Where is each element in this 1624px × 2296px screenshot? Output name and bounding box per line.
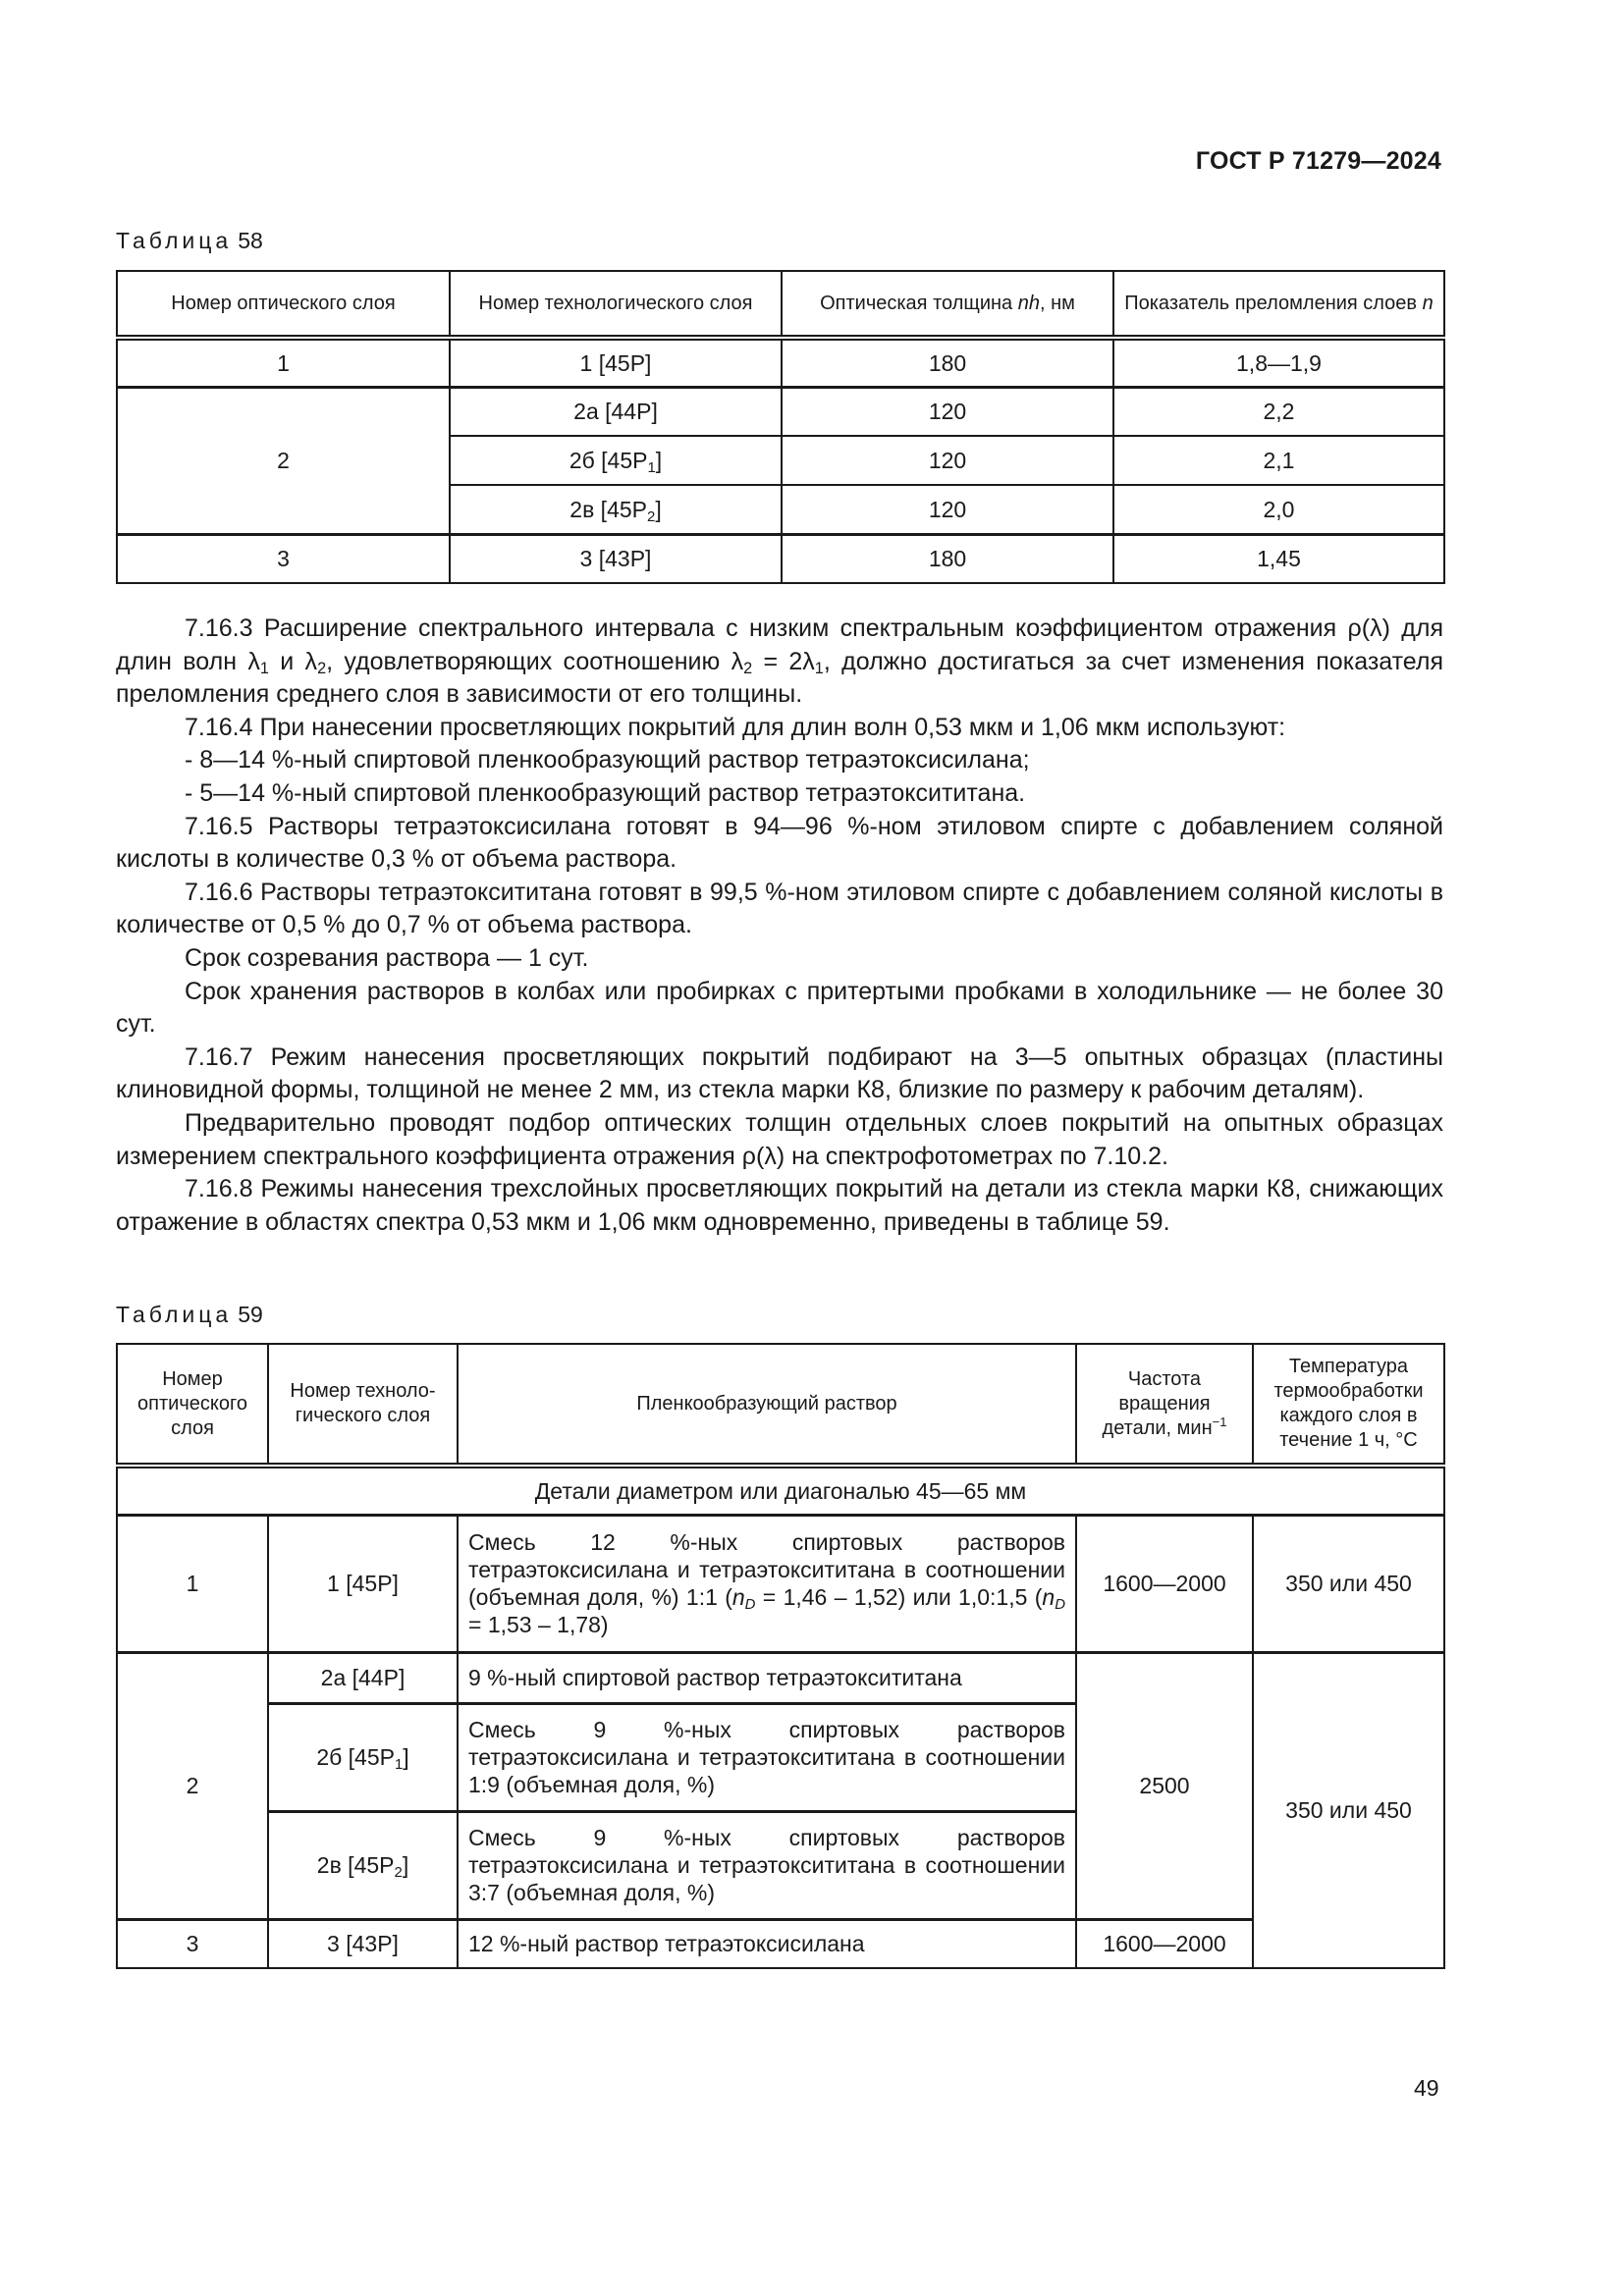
paragraph-7-16-8: 7.16.8 Режимы нанесения трехслойных просветляющих покрытий на детали из стекла марки К8, снижающих отражение в областях спектра 0,53 мкм и 1,06 мкм одновременно, приведены в таблице 59. (116, 1175, 1443, 1236)
tech-layer-text: 2б [45Р (316, 1743, 395, 1770)
header-solution: Пленкообразующий раствор (458, 1344, 1076, 1466)
cell-optical-layer: 3 (117, 534, 450, 583)
text: , удовлетворяющих соотношению λ (326, 647, 744, 675)
table-row (117, 534, 1444, 583)
subscript: D (1055, 1596, 1065, 1613)
cell-index: 1,45 (1113, 534, 1444, 583)
paragraph-7-16-7: 7.16.7 Режим нанесения просветляющих покрытий подбирают на 3—5 опытных образцах (пластины клиновидной формы, толщиной не менее 2 мм, из стекла марки К8, близкие по размеру к рабочим деталям). (116, 1042, 1443, 1104)
caption-word: Таблица (116, 1302, 233, 1327)
cell-tech-layer (268, 1703, 458, 1811)
header-optical-layer: Номер оптического слоя (117, 1344, 268, 1466)
header-text: Частота вращения детали, мин (1102, 1367, 1213, 1439)
table-59 (116, 1343, 1445, 1969)
header-tech-layer: Номер техноло-гического слоя (268, 1344, 458, 1466)
caption-word: Таблица (116, 228, 233, 253)
table-row (117, 1515, 1444, 1652)
text: Смесь 12 %-ных спиртовых растворов тетраэтоксисилана и тетраэтоксититана в соотношении (объемная доля, %) 1:1 ( (468, 1528, 1065, 1610)
paragraph-7-16-3 (116, 613, 1443, 712)
cell-thickness: 180 (782, 534, 1113, 583)
table-header-row (117, 271, 1444, 338)
cell-optical-layer: 2 (117, 387, 450, 534)
list-item: - 5—14 %-ный спиртовой пленкообразующий раствор тетраэтоксититана. (185, 778, 1026, 807)
subscript: 1 (259, 659, 269, 677)
cell-rotation: 1600—2000 (1076, 1515, 1253, 1652)
paragraph-preselection: Предварительно проводят подбор оптических толщин отдельных слоев покрытий на опытных образцах измерением спектрального коэффициента отражения ρ(λ) на спектрофотометрах по 7.10.2. (116, 1108, 1443, 1170)
symbol: n (731, 1584, 745, 1610)
tech-layer-bracket: ] (655, 496, 662, 522)
section-title: Детали диаметром или диагональю 45—65 мм (117, 1466, 1444, 1515)
span-row (117, 1466, 1444, 1515)
cell-optical-layer: 2 (117, 1652, 268, 1919)
cell-index: 2,2 (1113, 387, 1444, 436)
cell-thickness: 120 (782, 436, 1113, 485)
paragraph-storage: Срок хранения растворов в колбах или пробирках с притертыми пробками в холодильнике — не более 30 сут. (116, 977, 1443, 1039)
header-optical-thickness (782, 271, 1113, 338)
table-row (117, 338, 1444, 387)
tech-layer-bracket: ] (403, 1743, 409, 1770)
caption-number: 59 (238, 1302, 263, 1327)
cell-optical-layer: 3 (117, 1919, 268, 1968)
cell-solution: Смесь 9 %-ных спиртовых растворов тетраэтоксисилана и тетраэтоксититана в соотношении 3:7 (объемная доля, %) (458, 1811, 1076, 1919)
cell-tech-layer: 1 [45Р] (268, 1515, 458, 1652)
header-rotation-speed (1076, 1344, 1253, 1466)
tech-layer-bracket: ] (655, 447, 663, 473)
cell-tech-layer (450, 436, 782, 485)
cell-tech-layer: 2а [44Р] (450, 387, 782, 436)
table-row (117, 387, 1444, 436)
body-text (116, 613, 1443, 1239)
page-number: 49 (1414, 2075, 1439, 2101)
cell-temperature: 350 или 450 (1253, 1515, 1444, 1652)
cell-index: 2,0 (1113, 485, 1444, 534)
tech-layer-text: 2в [45Р (316, 1851, 395, 1878)
tech-layer-subscript: 1 (394, 1755, 404, 1773)
cell-thickness: 180 (782, 338, 1113, 387)
cell-solution (458, 1515, 1076, 1652)
text: = 2λ (752, 647, 815, 675)
header-symbol: n (1422, 292, 1434, 314)
tech-layer-subscript: 2 (647, 507, 656, 525)
header-refractive-index (1113, 271, 1444, 338)
header-text: Показатель преломления слоев (1124, 292, 1423, 314)
text: и λ (268, 647, 318, 675)
subscript: 1 (814, 659, 824, 677)
header-superscript: −1 (1212, 1414, 1227, 1429)
cell-tech-layer (268, 1811, 458, 1919)
symbol: n (1042, 1584, 1056, 1610)
paragraph-7-16-5: 7.16.5 Растворы тетраэтоксисилана готовят в 94—96 %-ном этиловом спирте с добавлением соляной кислоты в количестве 0,3 % от объема раствора. (116, 812, 1443, 874)
cell-index: 1,8—1,9 (1113, 338, 1444, 387)
text: = 1,46 – 1,52) или 1,0:1,5 ( (755, 1584, 1043, 1610)
paragraph-7-16-6: 7.16.6 Растворы тетраэтоксититана готовят в 99,5 %-ном этиловом спирте с добавлением соляной кислоты в количестве от 0,5 % до 0,7 % от объема раствора. (116, 878, 1443, 939)
paragraph-ripening: Срок созревания раствора — 1 сут. (185, 943, 589, 972)
tech-layer-text: 2в [45Р (569, 496, 647, 522)
header-tech-layer: Номер технологического слоя (450, 271, 782, 338)
table-row (117, 1919, 1444, 1968)
header-unit: , нм (1039, 292, 1075, 314)
text: 7.16.3 Расширение спектрального интервала с низким спектральным коэффициентом отражения ρ(λ) для длин волн λ (116, 614, 1443, 675)
cell-thickness: 120 (782, 387, 1113, 436)
text: , должно достигаться за счет изменения показателя преломления среднего слоя в зависимости от его толщины. (116, 647, 1444, 709)
document-code: ГОСТ Р 71279—2024 (1195, 147, 1441, 175)
cell-optical-layer: 1 (117, 338, 450, 387)
cell-solution: 12 %-ный раствор тетраэтоксисилана (458, 1919, 1076, 1968)
list-item: - 8—14 %-ный спиртовой пленкообразующий раствор тетраэтоксисилана; (185, 746, 1030, 774)
cell-solution: Смесь 9 %-ных спиртовых растворов тетраэтоксисилана и тетраэтоксититана в соотношении 1:9 (объемная доля, %) (458, 1703, 1076, 1811)
cell-tech-layer (450, 485, 782, 534)
header-text: Оптическая толщина (820, 292, 1018, 314)
subscript: 2 (743, 659, 753, 677)
text: = 1,53 – 1,78) (468, 1612, 609, 1638)
subscript: D (744, 1596, 756, 1613)
tech-layer-text: 2б [45Р (568, 447, 648, 473)
cell-rotation: 1600—2000 (1076, 1919, 1253, 1968)
header-optical-layer: Номер оптического слоя (117, 271, 450, 338)
caption-number: 58 (238, 228, 263, 253)
subscript: 2 (317, 659, 327, 677)
cell-index: 2,1 (1113, 436, 1444, 485)
tech-layer-subscript: 2 (394, 1863, 403, 1881)
cell-optical-layer: 1 (117, 1515, 268, 1652)
cell-tech-layer: 3 [43Р] (268, 1919, 458, 1968)
table-row (117, 1652, 1444, 1703)
cell-temperature: 350 или 450 (1253, 1652, 1444, 1968)
cell-tech-layer: 2а [44Р] (268, 1652, 458, 1703)
table-58 (116, 270, 1445, 584)
cell-solution: 9 %-ный спиртовой раствор тетраэтоксититана (458, 1652, 1076, 1703)
header-temperature: Температура термообработки каждого слоя в течение 1 ч, °С (1253, 1344, 1444, 1466)
table-header-row (117, 1344, 1444, 1466)
table-58-caption (116, 228, 263, 254)
cell-tech-layer: 3 [43Р] (450, 534, 782, 583)
cell-tech-layer: 1 [45Р] (450, 338, 782, 387)
header-symbol: nh (1017, 292, 1040, 314)
tech-layer-bracket: ] (402, 1851, 409, 1878)
table-59-caption (116, 1302, 263, 1328)
paragraph-7-16-4: 7.16.4 При нанесении просветляющих покрытий для длин волн 0,53 мкм и 1,06 мкм используют: (185, 713, 1286, 741)
tech-layer-subscript: 1 (647, 458, 656, 476)
cell-rotation: 2500 (1076, 1652, 1253, 1919)
cell-thickness: 120 (782, 485, 1113, 534)
